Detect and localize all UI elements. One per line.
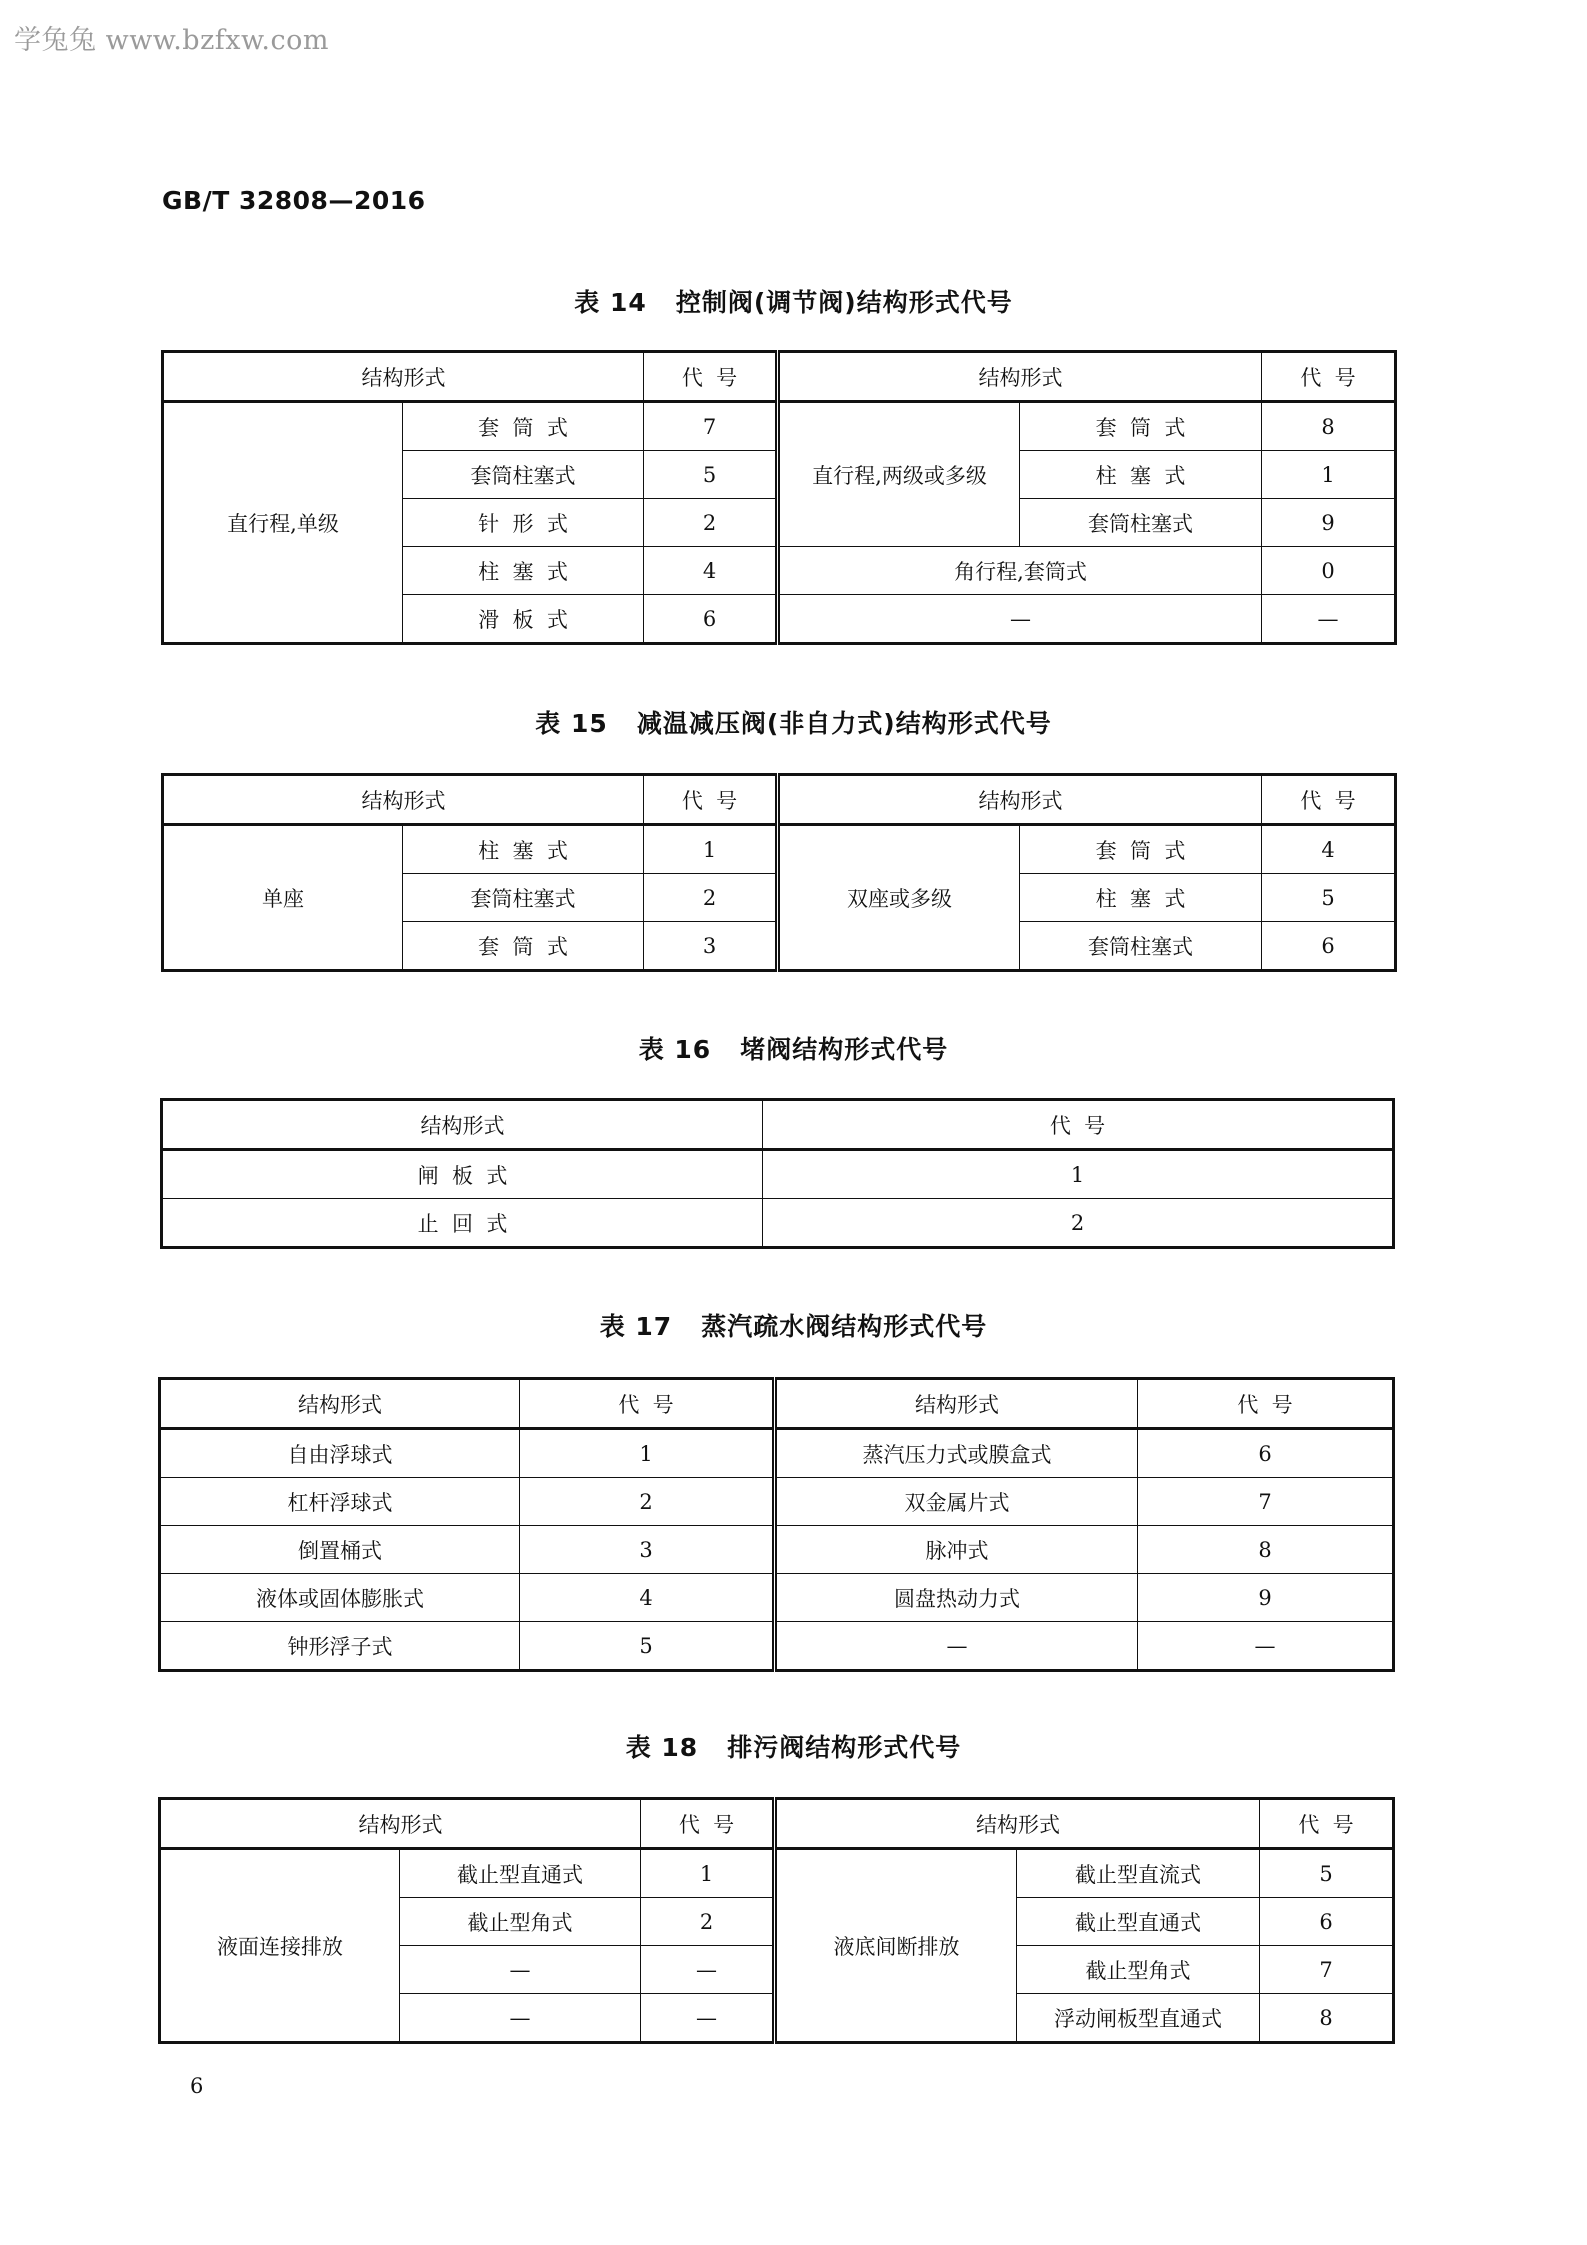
code-cell: 4 — [520, 1574, 775, 1622]
form-cell: — — [775, 1622, 1138, 1671]
code-cell: 9 — [1262, 499, 1396, 547]
form-cell: 圆盘热动力式 — [775, 1574, 1138, 1622]
code-cell: 5 — [644, 451, 778, 499]
code-cell: — — [1262, 595, 1396, 644]
table18-caption: 表 18 排污阀结构形式代号 — [625, 1733, 962, 1762]
table15 — [161, 773, 1397, 972]
table17 — [158, 1377, 1395, 1672]
header-code: 代 号 — [1262, 775, 1396, 825]
header-code: 代 号 — [1138, 1379, 1394, 1429]
table-row — [162, 1150, 1394, 1199]
code-cell: 4 — [644, 547, 778, 595]
form-cell: 截止型直流式 — [1017, 1849, 1260, 1898]
form-cell: 套 筒 式 — [1020, 402, 1262, 451]
form-cell: — — [400, 1946, 641, 1994]
table-row — [160, 1478, 1394, 1526]
table-row — [162, 1199, 1394, 1248]
code-cell: 1 — [763, 1150, 1394, 1199]
group-label: 液面连接排放 — [160, 1849, 400, 2043]
form-cell: 截止型直通式 — [1017, 1898, 1260, 1946]
form-cell: 套筒柱塞式 — [403, 451, 644, 499]
form-cell: 针 形 式 — [403, 499, 644, 547]
code-cell: 2 — [644, 874, 778, 922]
table-header-row — [163, 775, 1396, 825]
code-cell: 2 — [644, 499, 778, 547]
code-cell: 9 — [1138, 1574, 1394, 1622]
form-cell: 滑 板 式 — [403, 595, 644, 644]
form-cell: 套 筒 式 — [1020, 825, 1262, 874]
code-cell: 5 — [1260, 1849, 1394, 1898]
table-row — [163, 825, 1396, 874]
code-cell: 7 — [1260, 1946, 1394, 1994]
code-cell: 5 — [520, 1622, 775, 1671]
form-cell: 角行程,套筒式 — [778, 547, 1262, 595]
header-code: 代 号 — [520, 1379, 775, 1429]
form-cell: 双金属片式 — [775, 1478, 1138, 1526]
group-label: 液底间断排放 — [775, 1849, 1017, 2043]
code-cell: 8 — [1262, 402, 1396, 451]
code-cell: 5 — [1262, 874, 1396, 922]
header-code: 代 号 — [763, 1100, 1394, 1150]
form-cell: 套筒柱塞式 — [1020, 922, 1262, 971]
table-header-row — [160, 1379, 1394, 1429]
form-cell: 截止型直通式 — [400, 1849, 641, 1898]
code-cell: 6 — [1260, 1898, 1394, 1946]
form-cell: 截止型角式 — [1017, 1946, 1260, 1994]
table-row — [160, 1429, 1394, 1478]
table16-caption: 表 16 堵阀结构形式代号 — [638, 1035, 949, 1064]
table14 — [161, 350, 1397, 645]
group-label: 双座或多级 — [778, 825, 1020, 971]
code-cell: 2 — [641, 1898, 775, 1946]
header-structure: 结构形式 — [163, 352, 644, 402]
form-cell: 脉冲式 — [775, 1526, 1138, 1574]
code-cell: 6 — [1262, 922, 1396, 971]
form-cell: 柱 塞 式 — [1020, 874, 1262, 922]
code-cell: — — [641, 1994, 775, 2043]
table-row — [163, 402, 1396, 451]
code-cell: 8 — [1260, 1994, 1394, 2043]
standard-code: GB/T 32808—2016 — [162, 186, 426, 215]
form-cell: 柱 塞 式 — [1020, 451, 1262, 499]
code-cell: 4 — [1262, 825, 1396, 874]
table17-caption: 表 17 蒸汽疏水阀结构形式代号 — [599, 1312, 988, 1341]
table-row — [160, 1574, 1394, 1622]
form-cell: 液体或固体膨胀式 — [160, 1574, 520, 1622]
header-structure: 结构形式 — [778, 775, 1262, 825]
form-cell: 浮动闸板型直通式 — [1017, 1994, 1260, 2043]
code-cell: 2 — [520, 1478, 775, 1526]
code-cell: 3 — [520, 1526, 775, 1574]
form-cell: 闸 板 式 — [162, 1150, 763, 1199]
table-header-row — [163, 352, 1396, 402]
table-row — [160, 1526, 1394, 1574]
code-cell: 1 — [641, 1849, 775, 1898]
table-row — [160, 1622, 1394, 1671]
code-cell: — — [1138, 1622, 1394, 1671]
code-cell: 6 — [1138, 1429, 1394, 1478]
form-cell: 套 筒 式 — [403, 922, 644, 971]
form-cell: 钟形浮子式 — [160, 1622, 520, 1671]
table16 — [160, 1098, 1395, 1249]
table-header-row — [160, 1799, 1394, 1849]
form-cell: 套 筒 式 — [403, 402, 644, 451]
page-number: 6 — [190, 2074, 204, 2098]
code-cell: 3 — [644, 922, 778, 971]
form-cell: 止 回 式 — [162, 1199, 763, 1248]
form-cell: — — [778, 595, 1262, 644]
form-cell: 柱 塞 式 — [403, 547, 644, 595]
table-row — [160, 1849, 1394, 1898]
form-cell: 蒸汽压力式或膜盒式 — [775, 1429, 1138, 1478]
watermark: 学兔兔 www.bzfxw.com — [14, 25, 329, 56]
header-structure: 结构形式 — [162, 1100, 763, 1150]
code-cell: 2 — [763, 1199, 1394, 1248]
form-cell: 倒置桶式 — [160, 1526, 520, 1574]
header-code: 代 号 — [644, 775, 778, 825]
header-code: 代 号 — [1260, 1799, 1394, 1849]
form-cell: 杠杆浮球式 — [160, 1478, 520, 1526]
table14-caption: 表 14 控制阀(调节阀)结构形式代号 — [574, 288, 1013, 317]
code-cell: 7 — [1138, 1478, 1394, 1526]
table-header-row — [162, 1100, 1394, 1150]
header-structure: 结构形式 — [775, 1379, 1138, 1429]
header-structure: 结构形式 — [778, 352, 1262, 402]
group-label: 直行程,单级 — [163, 402, 403, 644]
code-cell: 6 — [644, 595, 778, 644]
code-cell: — — [641, 1946, 775, 1994]
code-cell: 1 — [520, 1429, 775, 1478]
group-label: 直行程,两级或多级 — [778, 402, 1020, 547]
form-cell: 截止型角式 — [400, 1898, 641, 1946]
group-label: 单座 — [163, 825, 403, 971]
form-cell: 套筒柱塞式 — [403, 874, 644, 922]
code-cell: 7 — [644, 402, 778, 451]
form-cell: 自由浮球式 — [160, 1429, 520, 1478]
code-cell: 0 — [1262, 547, 1396, 595]
header-structure: 结构形式 — [775, 1799, 1260, 1849]
form-cell: — — [400, 1994, 641, 2043]
header-code: 代 号 — [641, 1799, 775, 1849]
header-structure: 结构形式 — [160, 1799, 641, 1849]
table18 — [158, 1797, 1395, 2044]
header-code: 代 号 — [644, 352, 778, 402]
header-structure: 结构形式 — [160, 1379, 520, 1429]
table15-caption: 表 15 减温减压阀(非自力式)结构形式代号 — [535, 709, 1052, 738]
code-cell: 8 — [1138, 1526, 1394, 1574]
form-cell: 柱 塞 式 — [403, 825, 644, 874]
code-cell: 1 — [1262, 451, 1396, 499]
form-cell: 套筒柱塞式 — [1020, 499, 1262, 547]
header-structure: 结构形式 — [163, 775, 644, 825]
code-cell: 1 — [644, 825, 778, 874]
header-code: 代 号 — [1262, 352, 1396, 402]
